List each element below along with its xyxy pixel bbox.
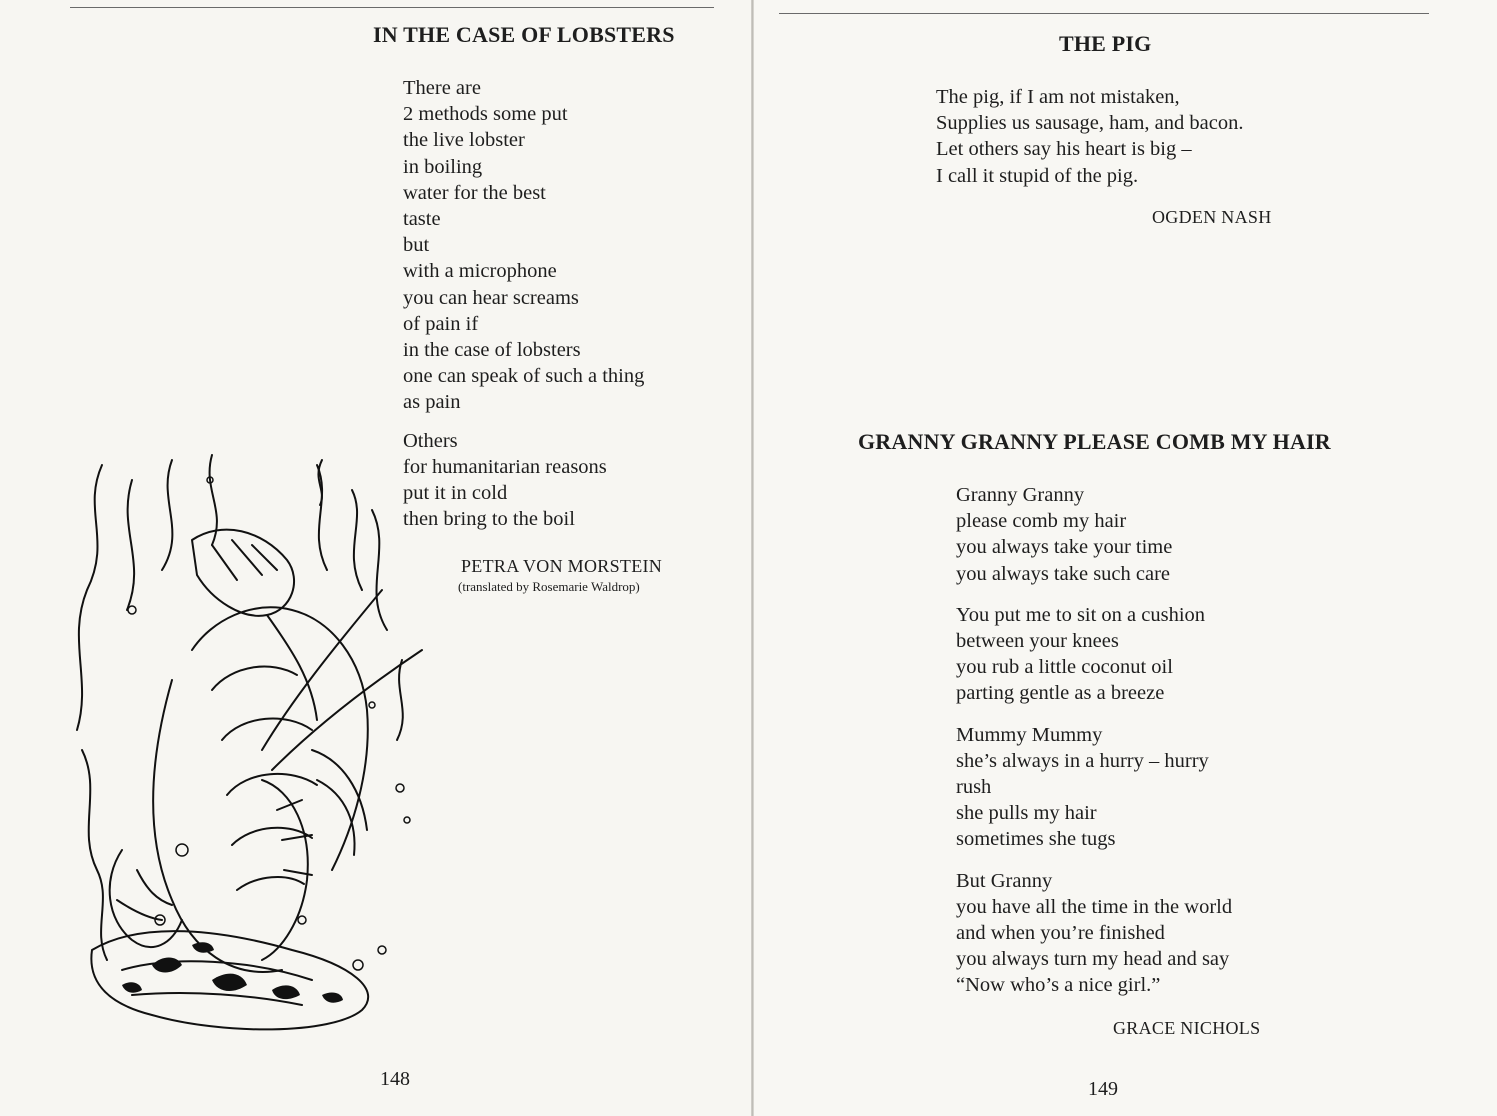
poem-line: The pig, if I am not mistaken, — [936, 86, 1180, 108]
poem-line: water for the best — [403, 181, 546, 204]
poem-line: Granny Granny — [956, 484, 1085, 506]
poem-line: please comb my hair — [956, 510, 1127, 533]
poem-line: then bring to the boil — [403, 508, 575, 531]
poem-line: “Now who’s a nice girl.” — [956, 974, 1161, 997]
poem-line: Mummy Mummy — [956, 723, 1103, 746]
poem-line: you can hear screams — [403, 286, 579, 309]
poem-line: you have all the time in the world — [956, 895, 1233, 918]
top-rule — [70, 7, 714, 8]
poem-line: you always take your time — [956, 536, 1173, 559]
stanza — [956, 482, 1232, 587]
poem-body-pig — [936, 84, 1243, 201]
poem-line: You put me to sit on a cushion — [956, 603, 1206, 626]
poem-title: IN THE CASE OF LOBSTERS — [373, 22, 675, 47]
poem-body-granny — [956, 482, 1232, 1011]
poem-line: parting gentle as a breeze — [956, 682, 1165, 705]
poem-line: of pain if — [403, 312, 479, 335]
poem-line: sometimes she tugs — [956, 828, 1116, 851]
poem-line: she’s always in a hurry – hurry — [956, 749, 1209, 772]
poem-line: 2 methods some put — [403, 103, 568, 126]
poem-line: but — [403, 234, 430, 257]
poem-line: But Granny — [956, 869, 1053, 892]
poem-line: Let others say his heart is big – — [936, 138, 1192, 161]
poem-line: Others — [403, 429, 458, 452]
page-number: 148 — [380, 1068, 410, 1090]
poem-line: one can speak of such a thing — [403, 365, 645, 388]
poem-line: taste — [403, 208, 441, 231]
poem-line: Supplies us sausage, ham, and bacon. — [936, 112, 1244, 135]
poem-line: and when you’re finished — [956, 922, 1165, 945]
poem-line: There are — [403, 77, 481, 99]
poem-title: THE PIG — [1059, 31, 1152, 56]
stanza — [956, 722, 1232, 853]
poem-line: you always turn my head and say — [956, 948, 1230, 971]
author-name: OGDEN NASH — [1152, 207, 1272, 227]
poem-line: in boiling — [403, 155, 483, 178]
translator-note: (translated by Rosemarie Waldrop) — [458, 579, 640, 594]
right-page — [754, 0, 1497, 1116]
stanza — [956, 602, 1232, 707]
author-name: PETRA VON MORSTEIN — [461, 556, 663, 576]
stanza — [956, 868, 1232, 999]
author-name: GRACE NICHOLS — [1113, 1018, 1261, 1038]
poem-line: as pain — [403, 391, 461, 414]
top-rule — [779, 13, 1429, 14]
poem-line: you always take such care — [956, 562, 1171, 585]
poem-line: I call it stupid of the pig. — [936, 164, 1139, 187]
poem-line: between your knees — [956, 630, 1119, 653]
stanza — [403, 75, 644, 416]
lobster-illustration-icon — [62, 450, 462, 1040]
poem-line: with a microphone — [403, 260, 557, 283]
poem-line: for humanitarian reasons — [403, 455, 607, 478]
poem-line: she pulls my hair — [956, 802, 1097, 825]
poem-line: rush — [956, 776, 992, 799]
poem-title: GRANNY GRANNY PLEASE COMB MY HAIR — [858, 429, 1331, 454]
poem-line: put it in cold — [403, 482, 508, 505]
poem-line: in the case of lobsters — [403, 339, 581, 362]
stanza — [936, 84, 1243, 189]
poem-line: you rub a little coconut oil — [956, 656, 1173, 679]
poem-line: the live lobster — [403, 129, 525, 152]
page-number: 149 — [1088, 1078, 1118, 1100]
